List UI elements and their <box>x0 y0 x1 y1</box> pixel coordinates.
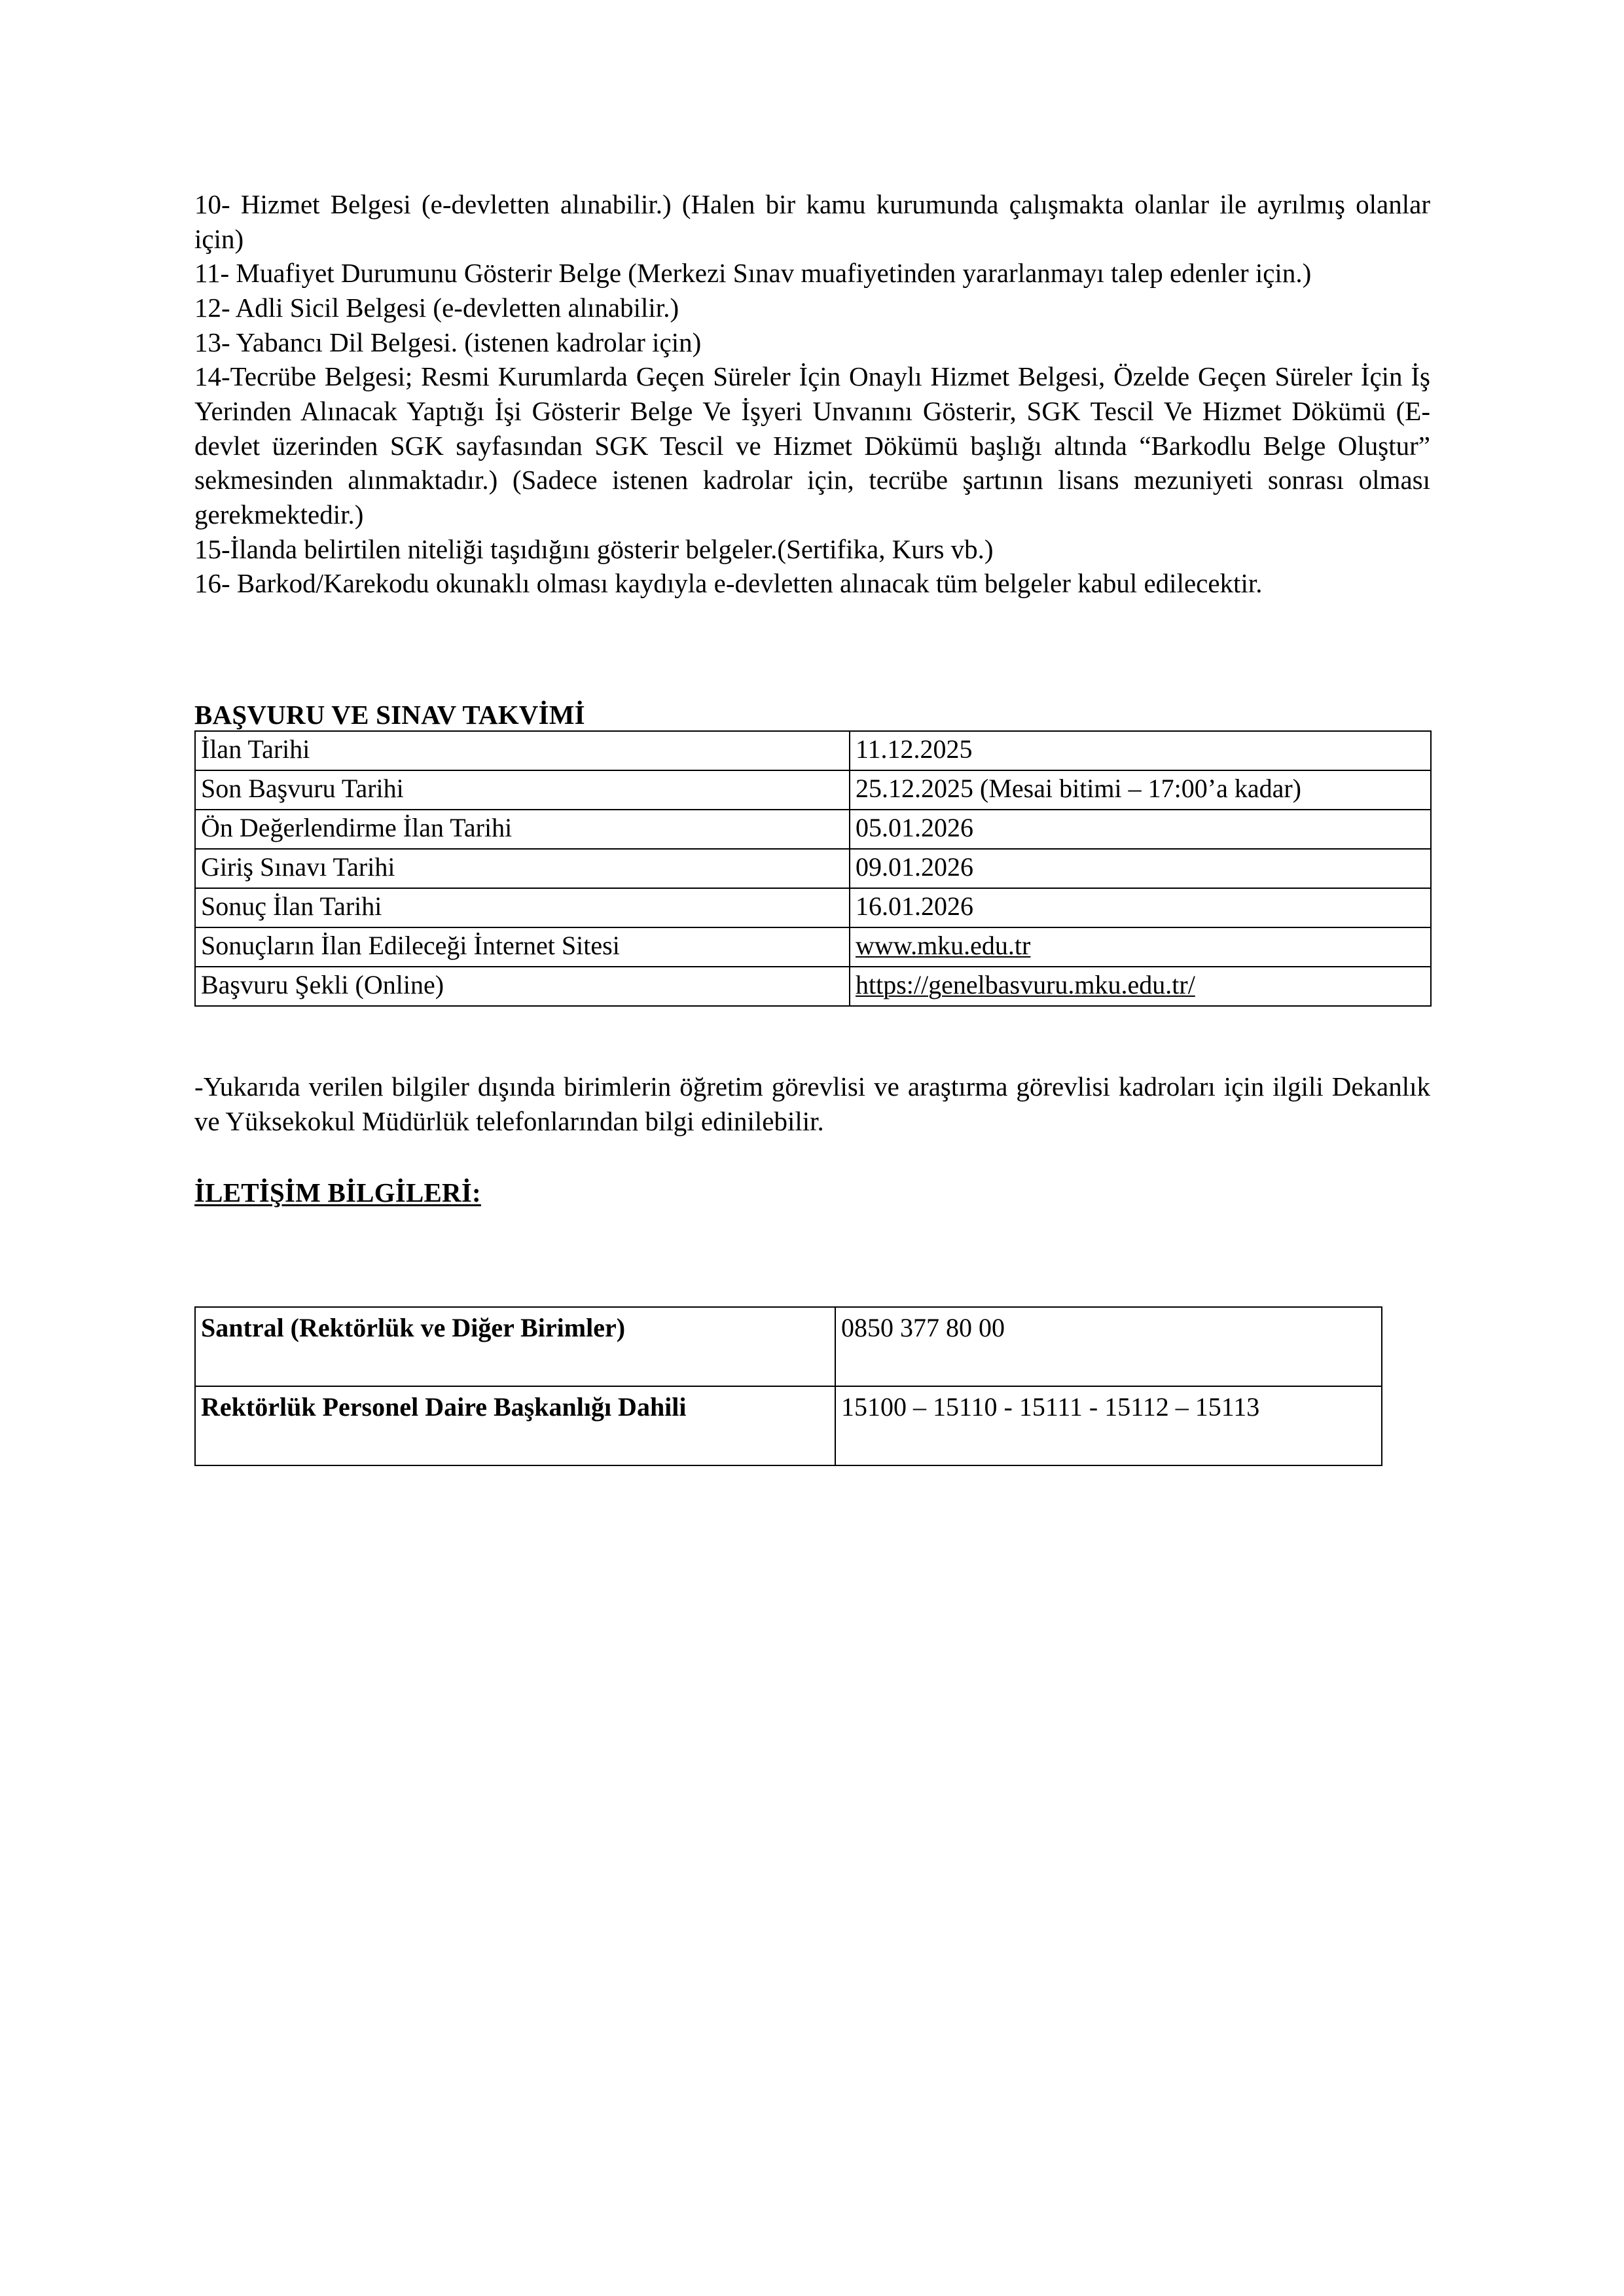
requirement-item-13: 13- Yabancı Dil Belgesi. (istenen kadrolar için) <box>194 327 702 357</box>
table-row <box>195 927 1431 967</box>
spacer <box>194 1208 1430 1306</box>
requirement-item-12: 12- Adli Sicil Belgesi (e-devletten alınabilir.) <box>194 293 679 323</box>
schedule-value: 16.01.2026 <box>850 888 1431 927</box>
schedule-value: 09.01.2026 <box>850 849 1431 888</box>
contact-value: 15100 – 15110 - 15111 - 15112 – 15113 <box>835 1386 1382 1465</box>
table-row <box>195 967 1431 1006</box>
contact-heading: İLETİŞİM BİLGİLERİ: <box>194 1177 481 1208</box>
schedule-heading: BAŞVURU VE SINAV TAKVİMİ <box>194 700 585 730</box>
schedule-value-cell <box>850 927 1431 967</box>
schedule-value-cell <box>850 967 1431 1006</box>
spacer <box>194 1007 1430 1069</box>
spacer <box>194 1139 1430 1177</box>
schedule-label: Sonuçların İlan Edileceği İnternet Sitesi <box>195 927 850 967</box>
schedule-label: Başvuru Şekli (Online) <box>195 967 850 1006</box>
table-row <box>195 731 1431 770</box>
table-row <box>195 888 1431 927</box>
additional-note: -Yukarıda verilen bilgiler dışında birimlerin öğretim görevlisi ve araştırma görevlisi kadroları için ilgili Dekanlık ve Yüksekokul Müdürlük telefonlarından bilgi edinilebilir. <box>194 1071 1430 1137</box>
table-row <box>195 1307 1382 1386</box>
table-row <box>195 849 1431 888</box>
schedule-label: Giriş Sınavı Tarihi <box>195 849 850 888</box>
schedule-label: Son Başvuru Tarihi <box>195 770 850 810</box>
requirement-item-16: 16- Barkod/Karekodu okunaklı olması kaydıyla e-devletten alınacak tüm belgeler kabul edilecektir. <box>194 568 1263 599</box>
schedule-table <box>194 730 1432 1007</box>
results-website-link[interactable]: www.mku.edu.tr <box>856 931 1031 961</box>
schedule-label: Sonuç İlan Tarihi <box>195 888 850 927</box>
document-page <box>194 0 1430 2296</box>
schedule-value: 25.12.2025 (Mesai bitimi – 17:00’a kadar) <box>850 770 1431 810</box>
document-body <box>194 0 1430 1466</box>
schedule-value: 11.12.2025 <box>850 731 1431 770</box>
application-website-link[interactable]: https://genelbasvuru.mku.edu.tr/ <box>856 970 1195 1000</box>
requirement-item-10: 10- Hizmet Belgesi (e-devletten alınabilir.) (Halen bir kamu kurumunda çalışmakta olanlar ile ayrılmış olanlar için) <box>194 189 1430 254</box>
requirement-item-11: 11- Muafiyet Durumunu Gösterir Belge (Merkezi Sınav muafiyetinden yararlanmayı talep edenler için.) <box>194 258 1312 289</box>
table-row <box>195 810 1431 849</box>
table-row <box>195 770 1431 810</box>
contact-value: 0850 377 80 00 <box>835 1307 1382 1386</box>
contact-table <box>194 1306 1382 1466</box>
schedule-label: İlan Tarihi <box>195 731 850 770</box>
requirement-item-14: 14-Tecrübe Belgesi; Resmi Kurumlarda Geçen Süreler İçin Onaylı Hizmet Belgesi, Özelde Geçen Süreler İçin İş Yerinden Alınacak Yaptığı İşi Gösterir Belge Ve İşyeri Unvanını Gösterir, SGK Tescil Ve Hizmet Dökümü (E-devlet üzerinden SGK sayfasından SGK Tescil ve Hizmet Dökümü başlığı altında “Barkodlu Belge Oluştur” sekmesinden alınmaktadır.) (Sadece istenen kadrolar için, tecrübe şartının lisans mezuniyeti sonrası olması gerekmektedir.) <box>194 361 1430 530</box>
schedule-value: 05.01.2026 <box>850 810 1431 849</box>
schedule-label: Ön Değerlendirme İlan Tarihi <box>195 810 850 849</box>
contact-label: Rektörlük Personel Daire Başkanlığı Dahili <box>195 1386 835 1465</box>
contact-label: Santral (Rektörlük ve Diğer Birimler) <box>195 1307 835 1386</box>
requirement-item-15: 15-İlanda belirtilen niteliği taşıdığını gösterir belgeler.(Sertifika, Kurs vb.) <box>194 533 994 564</box>
spacer <box>194 601 1430 699</box>
table-row <box>195 1386 1382 1465</box>
